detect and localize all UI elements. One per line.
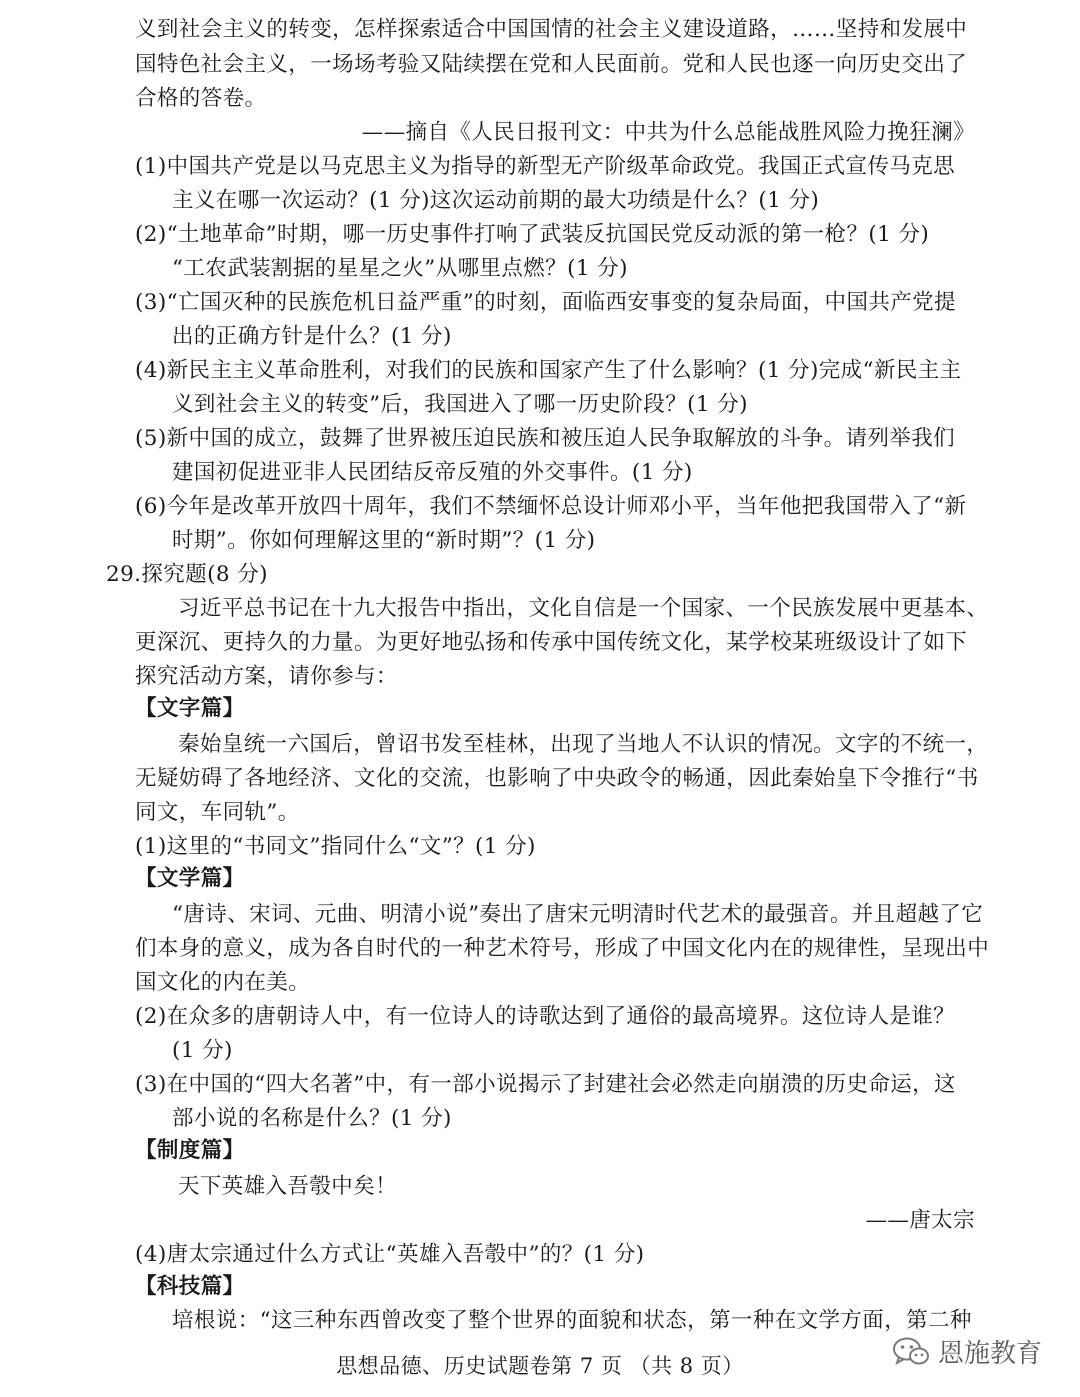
question-text: (2)在众多的唐朝诗人中，有一位诗人的诗歌达到了通俗的最高境界。这位诗人是谁？	[135, 1004, 956, 1029]
question-text: (3)在中国的“四大名著”中，有一部小说揭示了封建社会必然走向崩溃的历史命运，这	[135, 1072, 956, 1097]
text-line: 探究活动方案，请你参与：	[135, 664, 398, 689]
text-line: 合格的答卷。	[135, 86, 267, 111]
text-line: 秦始皇统一六国后，曾诏书发至桂林，出现了当地人不认识的情况。文字的不统一，	[178, 732, 989, 757]
text-line: 同文，车同轨”。	[135, 800, 300, 825]
text-line: 义到社会主义的转变，怎样探索适合中国国情的社会主义建设道路，……坚持和发展中	[135, 17, 968, 42]
question-text: (4)新民主主义革命胜利，对我们的民族和国家产生了什么影响？(1 分)完成“新民主主	[135, 358, 962, 383]
text-line: 们本身的意义，成为各自时代的一种艺术符号，形成了中国文化内在的规律性，呈现出中	[135, 936, 990, 961]
question-text: (3)“亡国灭种的民族危机日益严重”的时刻，面临西安事变的复杂局面，中国共产党提	[135, 290, 956, 315]
text-line: “唐诗、宋词、元曲、明清小说”奏出了唐宋元明清时代艺术的最强音。并且超越了它	[172, 902, 984, 927]
question-text: (4)唐太宗通过什么方式让“英雄入吾彀中”的？(1 分)	[135, 1242, 645, 1267]
quote-text: 天下英雄入吾彀中矣！	[178, 1174, 398, 1199]
question-text: 部小说的名称是什么？(1 分)	[172, 1106, 452, 1131]
text-line: 国特色社会主义，一场场考验又陆续摆在党和人民面前。党和人民也逐一向历史交出了	[135, 52, 968, 77]
question-text: “工农武装割据的星星之火”从哪里点燃？(1 分)	[172, 256, 628, 281]
section-heading: 【文学篇】	[135, 866, 245, 891]
question-text: 建国初促进亚非人民团结反帝反殖的外交事件。(1 分)	[172, 460, 693, 485]
question-text: (1)这里的“书同文”指同什么“文”？(1 分)	[135, 834, 536, 859]
watermark-text: 恩施教育	[937, 1339, 1042, 1369]
question-text: (5)新中国的成立，鼓舞了世界被压迫民族和被压迫人民争取解放的斗争。请列举我们	[135, 426, 956, 451]
watermark	[892, 1333, 1042, 1370]
source-citation: ——摘自《人民日报刊文：中共为什么总能战胜风险力挽狂澜》	[361, 120, 975, 145]
question-text: 义到社会主义的转变”后，我国进入了哪一历史阶段？(1 分)	[172, 392, 748, 417]
question-text: (1)中国共产党是以马克思主义为指导的新型无产阶级革命政党。我国正式宣传马克思	[135, 154, 956, 179]
text-line: 培根说：“这三种东西曾改变了整个世界的面貌和状态，第一种在文学方面，第二种	[172, 1308, 972, 1333]
question-text: 主义在哪一次运动？(1 分)这次运动前期的最大功绩是什么？(1 分)	[172, 188, 820, 213]
question-text: (1 分)	[172, 1038, 233, 1063]
section-heading: 【科技篇】	[135, 1274, 245, 1299]
question-text: 出的正确方针是什么？(1 分)	[172, 324, 452, 349]
wechat-icon	[892, 1336, 930, 1368]
page-footer: 思想品德、历史试题卷第 7 页 （共 8 页）	[336, 1354, 744, 1378]
question-text: (2)“土地革命”时期，哪一历史事件打响了武装反抗国民党反动派的第一枪？(1 分)	[135, 222, 930, 247]
section-heading: 【制度篇】	[135, 1138, 245, 1163]
question-text: (6)今年是改革开放四十周年，我们不禁缅怀总设计师邓小平，当年他把我国带入了“新	[135, 494, 967, 519]
text-line: 国文化的内在美。	[135, 970, 311, 995]
text-line: 更深沉、更持久的力量。为更好地弘扬和传承中国传统文化，某学校某班级设计了如下	[135, 630, 968, 655]
text-line: 习近平总书记在十九大报告中指出，文化自信是一个国家、一个民族发展中更基本、	[178, 596, 989, 621]
question-text: 时期”。你如何理解这里的“新时期”？(1 分)	[172, 528, 596, 553]
question-heading: 29.探究题(8 分)	[106, 562, 268, 587]
quote-attribution: ——唐太宗	[865, 1208, 975, 1233]
section-heading: 【文字篇】	[135, 696, 245, 721]
text-line: 无疑妨碍了各地经济、文化的交流，也影响了中央政令的畅通，因此秦始皇下令推行“书	[135, 766, 979, 791]
